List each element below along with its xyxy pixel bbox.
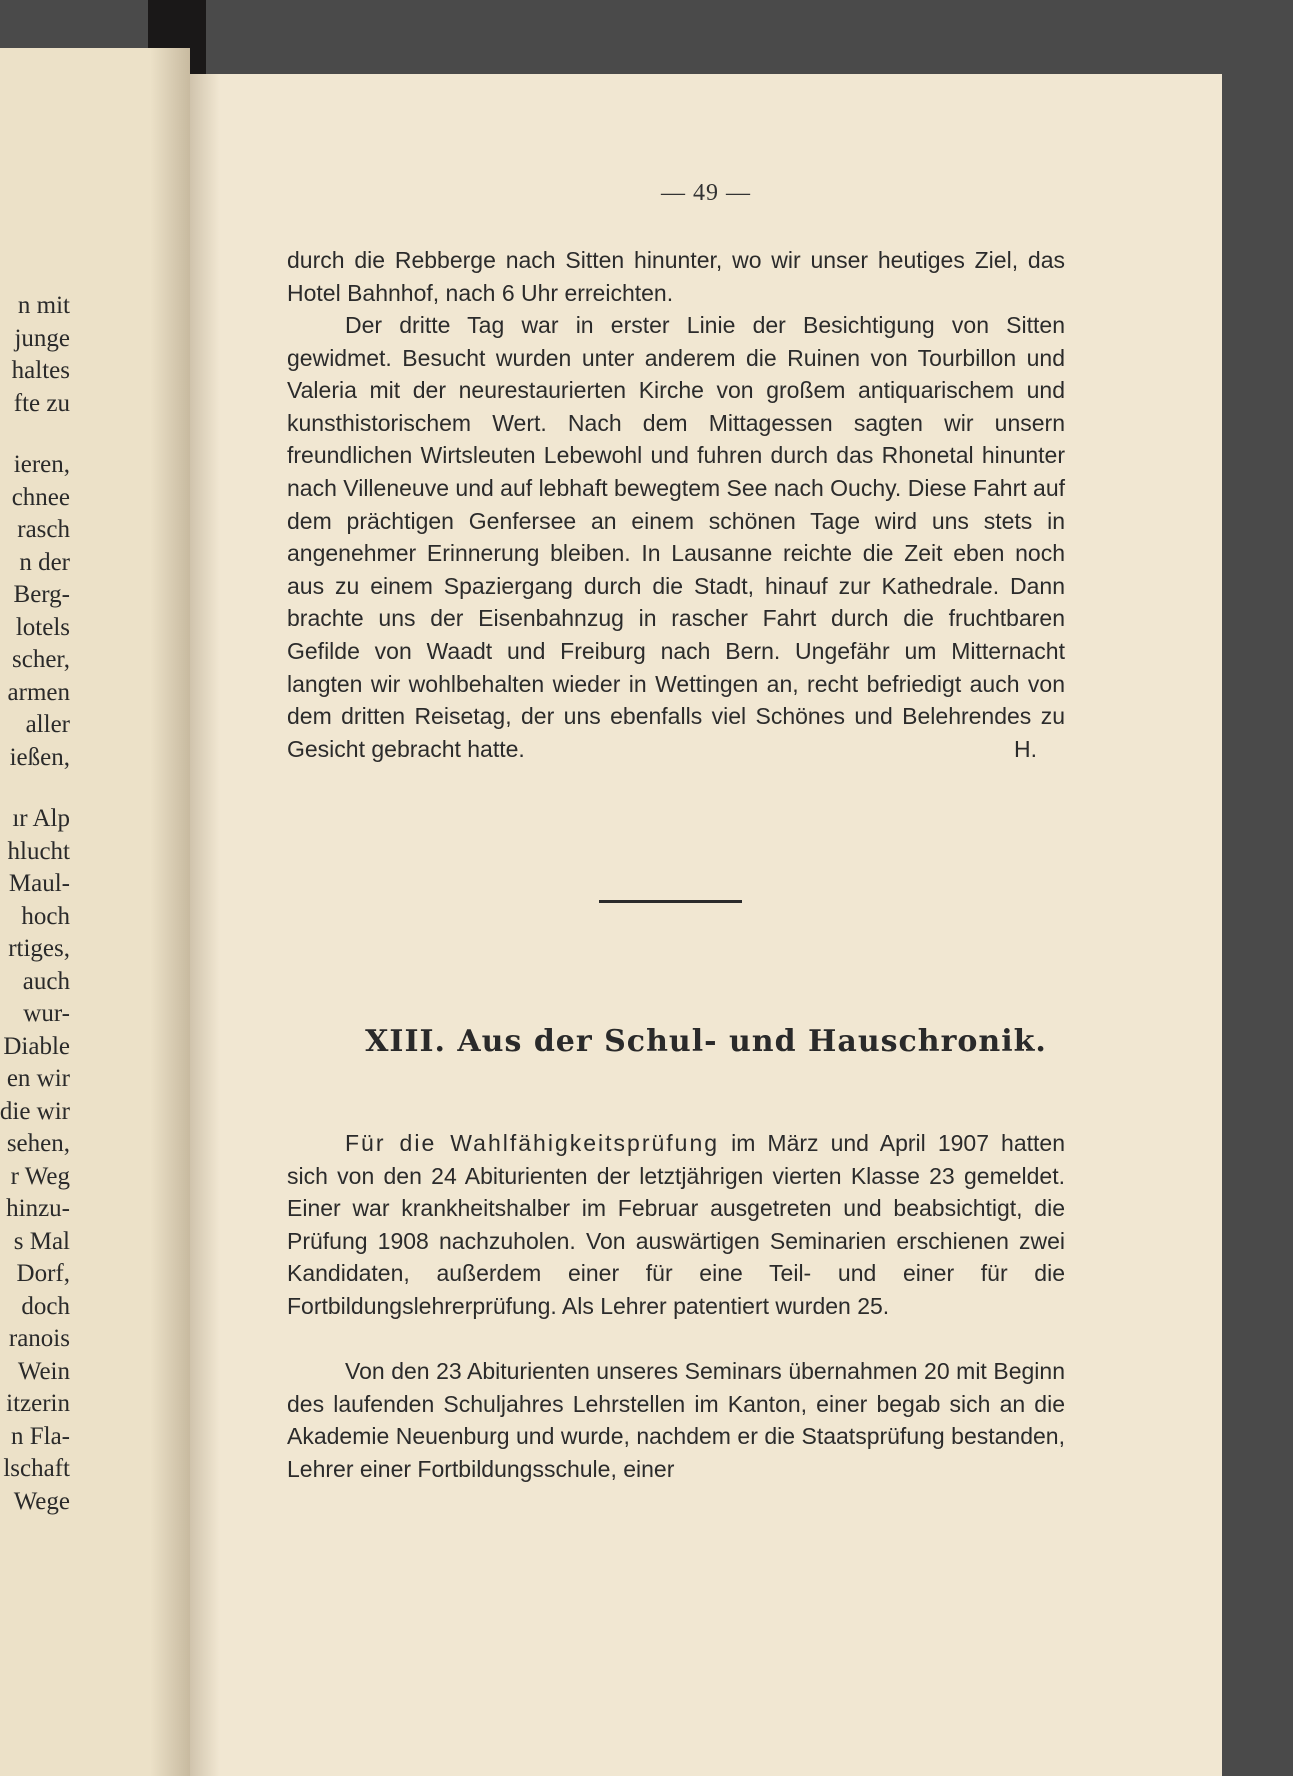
signature: H.	[1014, 735, 1037, 762]
section-divider	[599, 900, 742, 903]
left-page-line: ieren,	[13, 451, 70, 478]
left-page-line: fte zu	[13, 389, 70, 417]
left-page-line: doch	[21, 1292, 70, 1320]
left-page-line: n Fla-	[10, 1422, 70, 1450]
left-page-line: n der	[19, 548, 70, 576]
left-page-line: hoch	[21, 902, 70, 930]
paragraph-2-text: Der dritte Tag war in erster Linie der Besichtigung von Sitten gewidmet. Besucht wurden unter anderem die Ruinen von Tourbillon und Valeria mit der neurestaurierten Kirche von großem antiquarischem und kunsthistorischem Wert. Nach dem Mittagessen sagten wir unsern freundlichen Wirtsleuten Lebewohl und fuhren durch das Rhonetal hinunter nach Villeneuve und auf lebhaft bewegtem See nach Ouchy. Diese Fahrt auf dem prächtigen Genfersee an einem schönen Tage wird uns stets in angenehmer Erinnerung bleiben. In Lausanne reichte die Zeit eben noch aus zu einem Spaziergang durch die Stadt, hinauf zur Kathedrale. Dann brachte uns der Eisenbahnzug in rascher Fahrt durch die fruchtbaren Gefilde von Waadt und Freiburg nach Bern. Ungefähr um Mitternacht langten wir wohlbehalten wieder in Wettingen an, recht befriedigt auch von dem dritten Reisetag, der uns ebenfalls viel Schönes und Belehrendes zu Gesicht gebracht hatte.	[287, 312, 1065, 762]
paragraph-3	[287, 1127, 1065, 1323]
left-page-line: auch	[22, 967, 70, 995]
paragraph-3-text: im März und April 1907 hatten sich von den 24 Abiturienten der letztjährigen vierten Klasse 23 gemeldet. Einer war krankheitshalber im Februar ausgetreten und beabsichtigt, die Prüfung 1908 nachzuholen. Von auswärtigen Seminarien erschienen zwei Kandidaten, außerdem einer für eine Teil- und einer für die Fortbildungslehrerprüfung. Als Lehrer patentiert wurden 25.	[287, 1130, 1065, 1319]
left-page-line: n mit	[17, 292, 70, 319]
paragraph-3-spaced-text: Für die Wahlfähigkeitsprüfung	[345, 1130, 720, 1156]
left-page-line: rasch	[17, 516, 70, 543]
paragraph-4: Von den 23 Abiturienten unseres Seminars übernahmen 20 mit Beginn des laufenden Schuljahres Lehrstellen im Kanton, einer begab sich an die Akademie Neuenburg und wurde, nachdem er die Staatsprüfung bestanden, Lehrer einer Fortbildungsschule, einer	[287, 1358, 1065, 1482]
left-page-line: Berg-	[13, 581, 70, 608]
left-page-line: lschaft	[3, 1455, 70, 1482]
section-heading: XIII. Aus der Schul- und Hauschronik.	[365, 1024, 1047, 1059]
paragraph-2	[287, 309, 1065, 765]
left-page-line: junge	[14, 324, 70, 352]
left-page-line: s Mal	[13, 1227, 70, 1255]
left-page-line: itzerin	[6, 1390, 70, 1417]
left-page-line: en wir	[6, 1065, 70, 1092]
left-page-line: hlucht	[7, 837, 70, 865]
left-page-line: hinzu-	[6, 1195, 70, 1222]
left-page-line: armen	[7, 678, 70, 706]
right-page	[190, 74, 1222, 1776]
page-number: — 49 —	[661, 180, 751, 206]
left-page-line: chnee	[11, 483, 70, 511]
left-page-line: ießen,	[9, 743, 70, 771]
left-page	[0, 48, 190, 1776]
left-page-line: lotels	[15, 613, 70, 641]
left-page-line: Wein	[17, 1357, 70, 1385]
left-page-line: ranois	[8, 1325, 70, 1352]
left-page-line: sehen,	[6, 1130, 70, 1157]
left-page-line: aller	[25, 711, 70, 738]
left-page-line: Diable	[3, 1032, 70, 1060]
left-page-line: haltes	[11, 357, 70, 384]
left-page-line: die wir	[0, 1097, 70, 1125]
left-page-text	[0, 290, 70, 1518]
left-page-line: wur-	[23, 1000, 70, 1027]
left-page-line: ır Alp	[12, 805, 70, 832]
left-page-line: r Weg	[10, 1162, 70, 1190]
left-page-line: Wege	[13, 1487, 70, 1515]
left-page-line: rtiges,	[8, 935, 70, 962]
paragraph-1: durch die Rebberge nach Sitten hinunter, wo wir unser heutiges Ziel, das Hotel Bahnhof, nach 6 Uhr erreichten.	[287, 247, 1065, 306]
left-page-line: Maul-	[8, 870, 70, 897]
left-page-line: scher,	[12, 646, 70, 673]
left-page-line: Dorf,	[16, 1260, 70, 1287]
